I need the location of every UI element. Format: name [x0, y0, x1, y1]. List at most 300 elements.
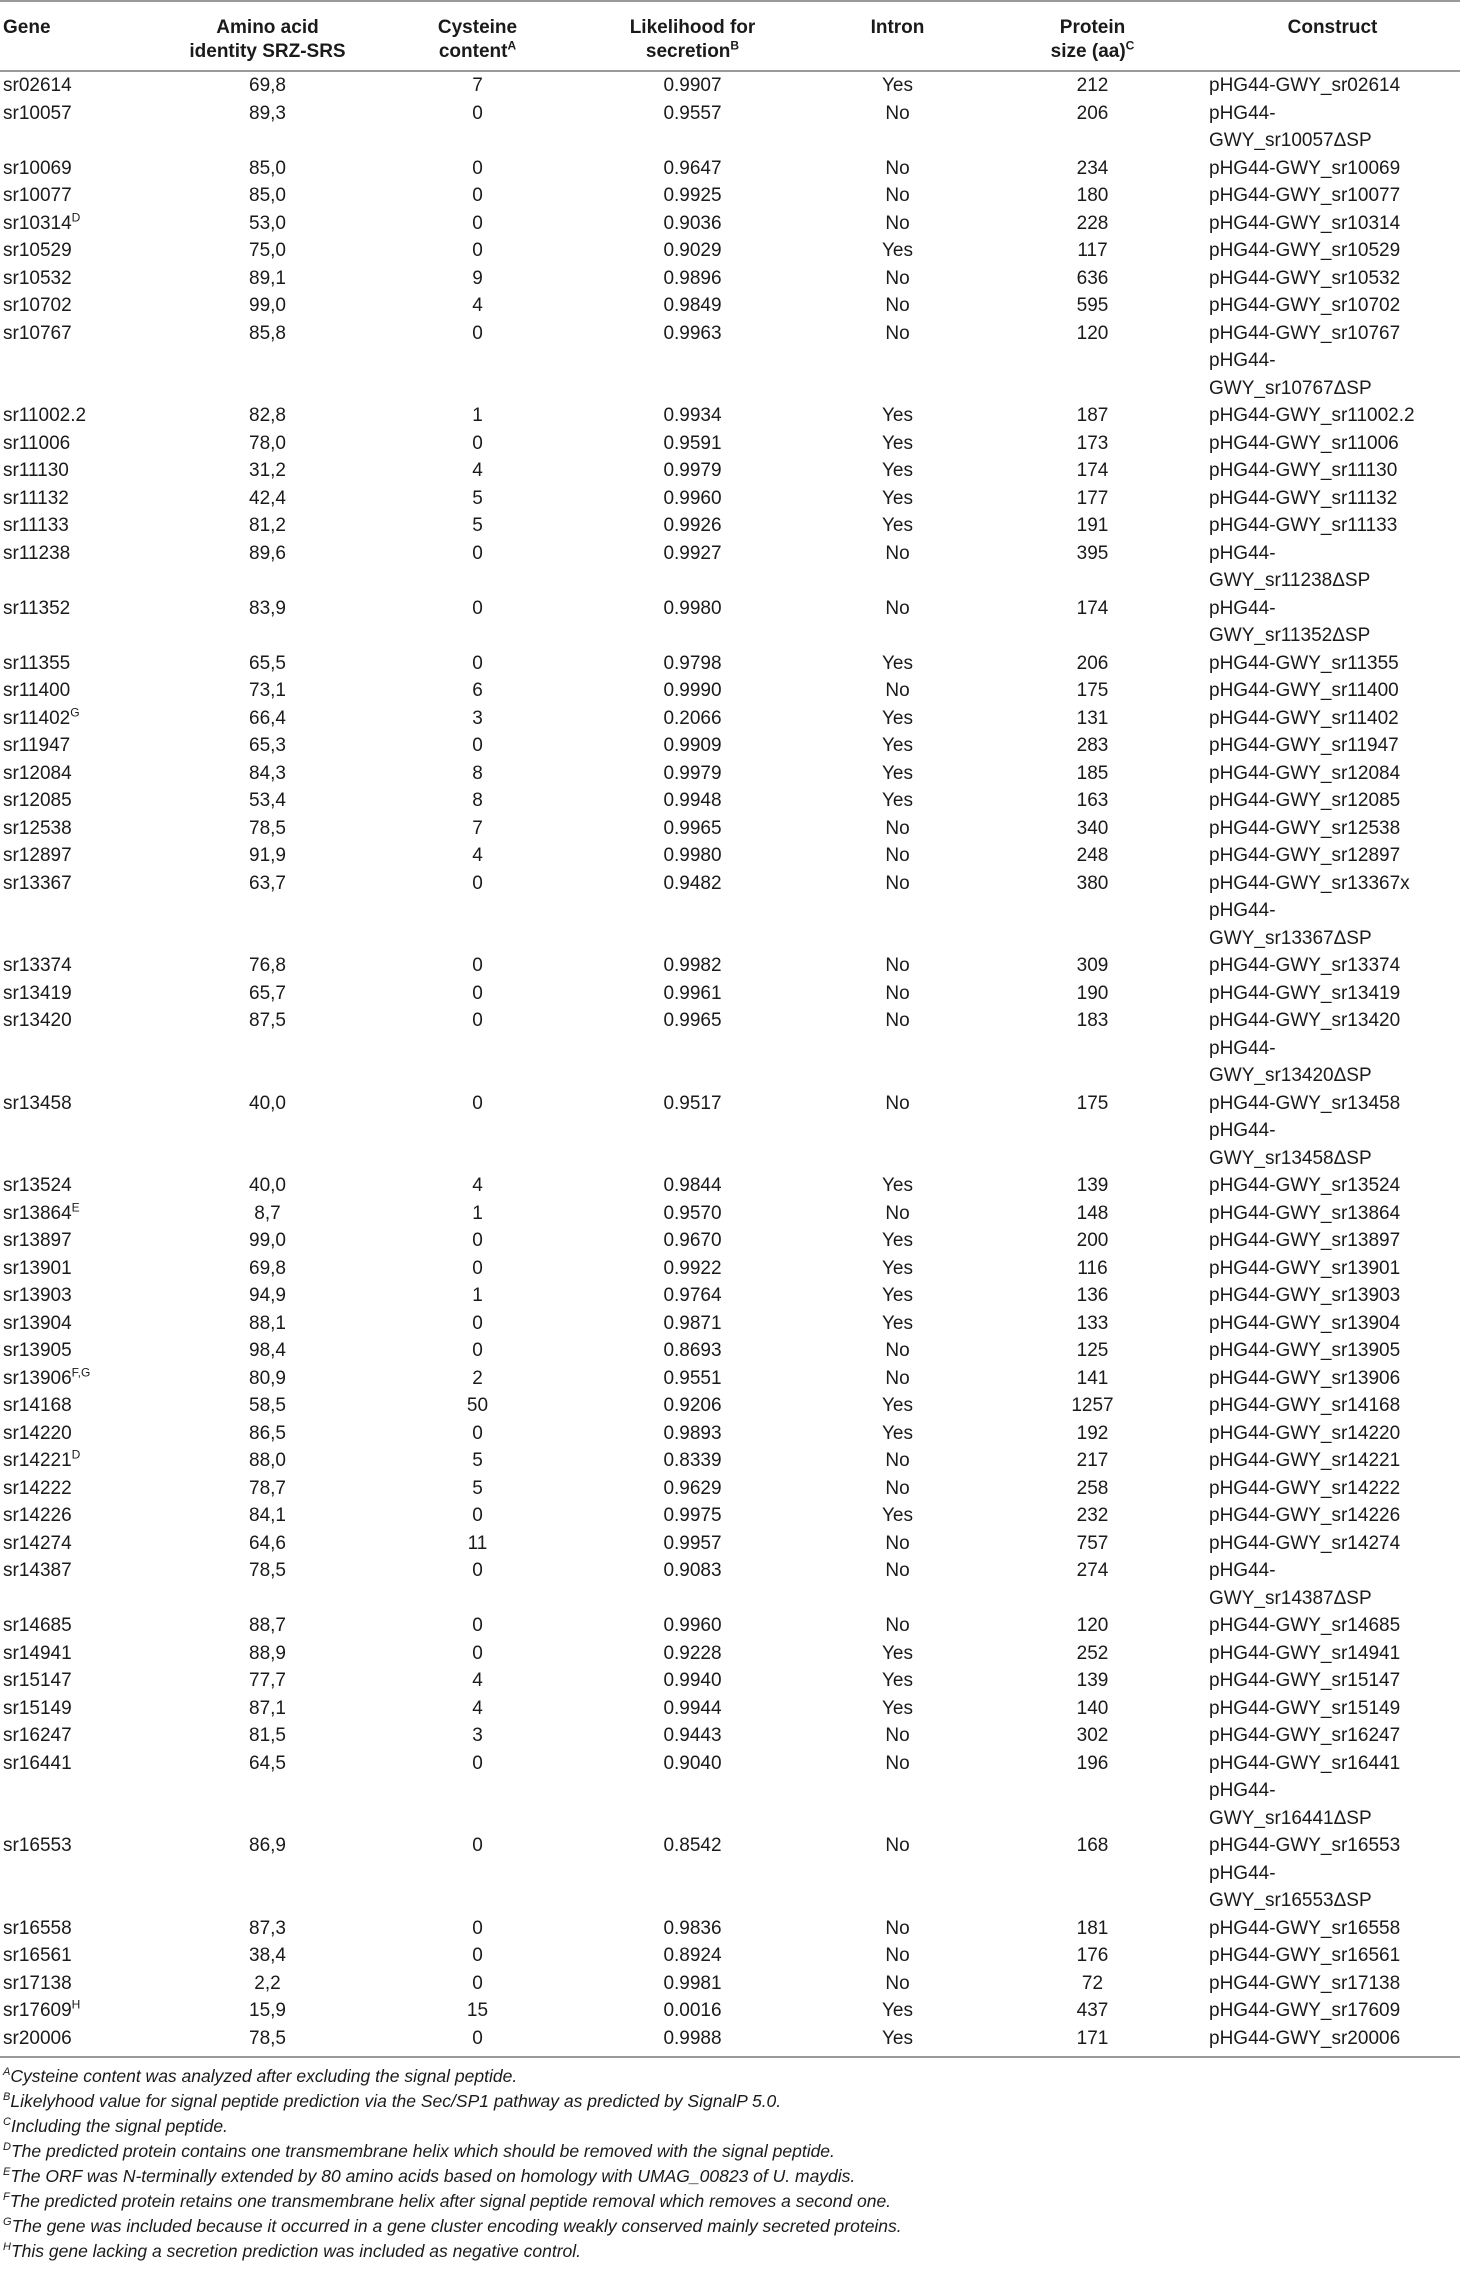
construct-line: pHG44-GWY_sr16553	[1209, 1835, 1401, 1856]
intron-cell: No	[885, 1532, 910, 1554]
size-cell: 258	[1076, 1477, 1109, 1499]
gene-cell	[0, 1530, 150, 1558]
construct-line: pHG44-GWY_sr12084	[1209, 762, 1401, 784]
gene-cell	[0, 1007, 150, 1090]
identity-cell: 88,9	[249, 1642, 286, 1664]
secretion-cell: 0.9980	[663, 845, 722, 866]
table-row	[0, 842, 1460, 870]
secretion-cell: 0.9517	[663, 1092, 722, 1114]
gene-name: sr11130	[3, 460, 69, 481]
secretion-cell: 0.9979	[663, 460, 722, 481]
footnote	[0, 2214, 1460, 2239]
intron-cell: No	[885, 295, 910, 316]
size-cell: 185	[1076, 762, 1109, 784]
identity-cell: 88,1	[249, 1312, 286, 1334]
construct-line: pHG44-	[1209, 350, 1276, 371]
size-cell: 228	[1076, 212, 1109, 234]
gene-cell	[0, 71, 150, 100]
secretion-cell: 0.9629	[663, 1477, 722, 1499]
gene-footnote-marker: E	[71, 1200, 80, 1215]
footnote-marker: C	[3, 2116, 11, 2129]
secretion-cell: 0.0016	[663, 2000, 722, 2021]
intron-cell: No	[885, 1725, 910, 1746]
gene-cell	[0, 1997, 150, 2025]
secretion-cell: 0.9957	[663, 1532, 722, 1554]
identity-cell: 73,1	[249, 680, 286, 701]
cysteine-cell: 0	[472, 1917, 483, 1939]
intron-cell: No	[885, 1752, 910, 1774]
construct-line: pHG44-	[1209, 1120, 1276, 1141]
secretion-cell: 0.9975	[663, 1505, 722, 1526]
secretion-cell: 0.9844	[663, 1175, 722, 1196]
construct-cell	[1205, 237, 1460, 265]
header-identity: Amino acid identity SRZ-SRS	[189, 17, 346, 62]
gene-name: sr12084	[3, 762, 72, 784]
secretion-cell: 0.9934	[663, 405, 722, 426]
gene-cell	[0, 1447, 150, 1475]
gene-name: sr11006	[3, 432, 71, 454]
construct-line: pHG44-GWY_sr02614	[1209, 75, 1401, 96]
gene-cell	[0, 430, 150, 458]
construct-cell	[1205, 540, 1460, 595]
table-row	[0, 677, 1460, 705]
table-row	[0, 71, 1460, 100]
construct-line: GWY_sr13420ΔSP	[1209, 1065, 1372, 1086]
header-construct: Construct	[1287, 17, 1378, 38]
construct-cell	[1205, 1392, 1460, 1420]
intron-cell: Yes	[882, 1642, 913, 1664]
construct-cell	[1205, 1695, 1460, 1723]
construct-line: pHG44-GWY_sr14222	[1209, 1477, 1401, 1499]
identity-cell: 42,4	[249, 487, 286, 509]
construct-cell	[1205, 210, 1460, 238]
table-row	[0, 1832, 1460, 1915]
secretion-cell: 0.9896	[663, 267, 722, 289]
identity-cell: 75,0	[249, 240, 286, 261]
gene-name: sr10057	[3, 102, 72, 124]
cysteine-cell: 1	[472, 1202, 483, 1224]
identity-cell: 88,7	[249, 1615, 286, 1636]
intron-cell: Yes	[882, 405, 913, 426]
secretion-cell: 0.9981	[663, 1972, 722, 1994]
cysteine-cell: 0	[472, 1230, 483, 1251]
table-row	[0, 1640, 1460, 1668]
gene-name: sr10077	[3, 185, 72, 206]
size-cell: 120	[1076, 1615, 1109, 1636]
identity-cell: 87,1	[249, 1697, 286, 1719]
construct-cell	[1205, 952, 1460, 980]
header-gene: Gene	[3, 17, 51, 38]
footnote-text: Cysteine content was analyzed after excluding the signal peptide.	[10, 2066, 518, 2086]
table-row	[0, 1420, 1460, 1448]
intron-cell: Yes	[882, 707, 913, 729]
construct-line: pHG44-	[1209, 1780, 1276, 1801]
construct-cell	[1205, 1530, 1460, 1558]
cysteine-cell: 4	[472, 845, 483, 866]
secretion-cell: 0.9963	[663, 322, 722, 344]
cysteine-cell: 0	[472, 1010, 483, 1031]
construct-line: pHG44-GWY_sr13367x	[1209, 872, 1410, 894]
gene-name: sr13906	[3, 1367, 72, 1389]
cysteine-cell: 0	[472, 872, 483, 894]
construct-cell	[1205, 1970, 1460, 1998]
identity-cell: 99,0	[249, 1230, 286, 1251]
cysteine-cell: 0	[472, 1972, 483, 1994]
secretion-cell: 0.9944	[663, 1697, 722, 1719]
gene-name: sr13904	[3, 1312, 72, 1334]
cysteine-cell: 9	[472, 267, 483, 289]
construct-cell	[1205, 1750, 1460, 1833]
cysteine-cell: 2	[472, 1367, 483, 1389]
cysteine-cell: 0	[472, 102, 483, 124]
size-cell: 183	[1076, 1010, 1109, 1031]
gene-name: sr15149	[3, 1697, 72, 1719]
gene-cell	[0, 1392, 150, 1420]
construct-cell	[1205, 1255, 1460, 1283]
identity-cell: 77,7	[249, 1670, 286, 1691]
construct-line: pHG44-GWY_sr16561	[1209, 1945, 1401, 1966]
gene-cell	[0, 155, 150, 183]
gene-cell	[0, 1475, 150, 1503]
intron-cell: Yes	[882, 1697, 913, 1719]
footnote	[0, 2189, 1460, 2214]
gene-cell	[0, 320, 150, 403]
secretion-cell: 0.9927	[663, 542, 722, 564]
construct-cell	[1205, 402, 1460, 430]
intron-cell: No	[885, 157, 910, 179]
cysteine-cell: 50	[466, 1395, 489, 1416]
cysteine-cell: 11	[467, 1532, 488, 1554]
construct-line: pHG44-	[1209, 1037, 1276, 1059]
gene-name: sr12085	[3, 790, 72, 811]
table-row	[0, 2025, 1460, 2058]
gene-footnote-marker: H	[71, 1997, 81, 2012]
header-cysteine: Cysteine content$^A$	[437, 17, 518, 62]
table-row	[0, 732, 1460, 760]
construct-line: pHG44-GWY_sr11132	[1209, 487, 1398, 509]
size-cell: 141	[1076, 1367, 1109, 1389]
table-row	[0, 760, 1460, 788]
cysteine-cell: 0	[472, 955, 483, 976]
construct-line: pHG44-GWY_sr13458	[1209, 1092, 1401, 1114]
cysteine-cell: 0	[472, 1312, 483, 1334]
gene-name: sr11947	[3, 735, 71, 756]
construct-line: pHG44-GWY_sr13374	[1209, 955, 1401, 976]
intron-cell: Yes	[882, 75, 913, 96]
gene-name: sr02614	[3, 75, 72, 96]
secretion-cell: 0.9965	[663, 817, 722, 839]
construct-line: pHG44-GWY_sr13901	[1209, 1257, 1401, 1279]
gene-name: sr13458	[3, 1092, 72, 1114]
footnotes	[0, 2058, 1460, 2264]
cysteine-cell: 4	[472, 460, 483, 481]
identity-cell: 85,0	[249, 185, 286, 206]
gene-cell	[0, 650, 150, 678]
size-cell: 274	[1076, 1560, 1109, 1581]
secretion-cell: 0.9961	[663, 982, 722, 1004]
gene-cell	[0, 1227, 150, 1255]
identity-cell: 86,9	[249, 1835, 286, 1856]
size-cell: 636	[1076, 267, 1109, 289]
identity-cell: 89,3	[249, 102, 286, 124]
intron-cell: Yes	[882, 1230, 913, 1251]
table-row	[0, 1612, 1460, 1640]
construct-line: pHG44-GWY_sr11006	[1209, 432, 1399, 454]
footnote	[0, 2239, 1460, 2264]
cysteine-cell: 0	[472, 1945, 483, 1966]
size-cell: 309	[1076, 955, 1109, 976]
size-cell: 190	[1076, 982, 1109, 1004]
gene-name: sr14221	[3, 1450, 72, 1471]
table-row	[0, 980, 1460, 1008]
construct-line: GWY_sr10057ΔSP	[1209, 130, 1372, 151]
identity-cell: 31,2	[249, 460, 286, 481]
cysteine-cell: 0	[472, 1422, 483, 1444]
intron-cell: No	[885, 542, 910, 564]
intron-cell: Yes	[882, 1422, 913, 1444]
size-cell: 117	[1077, 240, 1108, 261]
construct-line: pHG44-GWY_sr10529	[1209, 240, 1401, 261]
construct-line: pHG44-GWY_sr11002.2	[1209, 405, 1415, 426]
gene-cell	[0, 1172, 150, 1200]
size-cell: 139	[1076, 1175, 1109, 1196]
identity-cell: 91,9	[249, 845, 286, 866]
construct-line: pHG44-GWY_sr16558	[1209, 1917, 1401, 1939]
identity-cell: 87,3	[249, 1917, 286, 1939]
size-cell: 191	[1076, 515, 1109, 536]
gene-cell	[0, 292, 150, 320]
cysteine-cell: 0	[472, 597, 483, 619]
gene-cell	[0, 237, 150, 265]
construct-cell	[1205, 1915, 1460, 1943]
intron-cell: No	[885, 1367, 910, 1389]
gene-cell	[0, 1200, 150, 1228]
table-row	[0, 1007, 1460, 1090]
cysteine-cell: 0	[472, 652, 483, 674]
size-cell: 206	[1076, 652, 1109, 674]
construct-cell	[1205, 1200, 1460, 1228]
identity-cell: 84,3	[249, 762, 286, 784]
cysteine-cell: 0	[472, 185, 483, 206]
intron-cell: No	[885, 1835, 910, 1856]
intron-cell: Yes	[882, 1670, 913, 1691]
construct-line: pHG44-GWY_sr14226	[1209, 1505, 1401, 1526]
gene-cell	[0, 980, 150, 1008]
cysteine-cell: 0	[472, 1642, 483, 1664]
construct-line: GWY_sr14387ΔSP	[1209, 1587, 1372, 1609]
size-cell: 177	[1076, 487, 1109, 509]
gene-name: sr11352	[3, 597, 71, 619]
intron-cell: Yes	[882, 652, 913, 674]
intron-cell: No	[885, 955, 910, 976]
size-cell: 175	[1076, 680, 1109, 701]
table-row	[0, 1447, 1460, 1475]
footnote-text: The gene was included because it occurred in a gene cluster encoding weakly conserved mainly secreted proteins.	[11, 2216, 902, 2236]
intron-cell: No	[885, 1477, 910, 1499]
construct-line: pHG44-GWY_sr13906	[1209, 1367, 1401, 1389]
header-row	[0, 1, 1460, 71]
footnote	[0, 2114, 1460, 2139]
gene-cell	[0, 815, 150, 843]
size-cell: 252	[1076, 1642, 1109, 1664]
identity-cell: 86,5	[249, 1422, 286, 1444]
cysteine-cell: 0	[472, 2027, 483, 2049]
construct-cell	[1205, 512, 1460, 540]
identity-cell: 40,0	[249, 1175, 286, 1196]
footnote-text: The predicted protein contains one transmembrane helix which should be removed with the signal peptide.	[10, 2141, 835, 2161]
identity-cell: 69,8	[249, 1257, 286, 1279]
table-row	[0, 485, 1460, 513]
gene-cell	[0, 1557, 150, 1612]
construct-line: pHG44-GWY_sr20006	[1209, 2027, 1401, 2049]
construct-cell	[1205, 1557, 1460, 1612]
footnote-text: The predicted protein retains one transmembrane helix after signal peptide removal which removes a second one.	[9, 2191, 892, 2211]
secretion-cell: 0.9871	[663, 1312, 722, 1334]
identity-cell: 40,0	[249, 1092, 286, 1114]
gene-name: sr14226	[3, 1505, 72, 1526]
table-row	[0, 320, 1460, 403]
construct-line: pHG44-GWY_sr11355	[1209, 652, 1399, 674]
table-row	[0, 1942, 1460, 1970]
table-row	[0, 430, 1460, 458]
construct-line: pHG44-GWY_sr12538	[1209, 817, 1401, 839]
header-size: Protein size (aa)$^C$	[1050, 17, 1135, 62]
intron-cell: No	[885, 845, 910, 866]
secretion-cell: 0.9647	[663, 157, 722, 179]
construct-line: pHG44-	[1209, 1560, 1276, 1581]
gene-name: sr11238	[3, 542, 71, 564]
size-cell: 248	[1076, 845, 1109, 866]
table-row	[0, 1970, 1460, 1998]
gene-footnote-marker: F,G	[71, 1365, 91, 1380]
intron-cell: Yes	[882, 1175, 913, 1196]
gene-name: sr20006	[3, 2027, 72, 2049]
table-row	[0, 292, 1460, 320]
footnote-text: This gene lacking a secretion prediction was included as negative control.	[10, 2241, 582, 2261]
size-cell: 173	[1076, 432, 1109, 454]
table-row	[0, 1090, 1460, 1173]
size-cell: 302	[1076, 1725, 1109, 1746]
secretion-cell: 0.8542	[663, 1835, 722, 1856]
secretion-cell: 0.9798	[663, 652, 722, 674]
intron-cell: Yes	[882, 240, 913, 261]
gene-name: sr11355	[3, 652, 71, 674]
construct-cell	[1205, 457, 1460, 485]
secretion-cell: 0.9040	[663, 1752, 722, 1774]
cysteine-cell: 3	[472, 1725, 483, 1746]
footnote-marker: B	[3, 2091, 11, 2104]
table-row	[0, 650, 1460, 678]
size-cell: 125	[1076, 1340, 1109, 1361]
gene-cell	[0, 1310, 150, 1338]
gene-name: sr11132	[3, 487, 69, 509]
size-cell: 380	[1076, 872, 1109, 894]
secretion-cell: 0.9482	[663, 872, 722, 894]
construct-line: pHG44-GWY_sr10767	[1209, 322, 1401, 344]
header-secretion: Likelihood for secretion$^B$	[629, 17, 756, 62]
construct-cell	[1205, 320, 1460, 403]
secretion-cell: 0.9551	[663, 1367, 722, 1389]
cysteine-cell: 5	[472, 487, 483, 509]
secretion-cell: 0.9849	[663, 295, 722, 316]
construct-line: GWY_sr11238ΔSP	[1209, 570, 1371, 591]
construct-line: pHG44-GWY_sr15149	[1209, 1697, 1401, 1719]
identity-cell: 85,8	[249, 322, 286, 344]
intron-cell: No	[885, 1917, 910, 1939]
table-row	[0, 155, 1460, 183]
construct-line: pHG44-GWY_sr14685	[1209, 1615, 1401, 1636]
secretion-cell: 0.9591	[663, 432, 722, 454]
size-cell: 148	[1076, 1202, 1109, 1224]
identity-cell: 78,0	[249, 432, 286, 454]
gene-name: sr14941	[3, 1642, 72, 1664]
secretion-cell: 0.9980	[663, 597, 722, 619]
secretion-cell: 0.9982	[663, 955, 722, 976]
cysteine-cell: 4	[472, 295, 483, 316]
table-row	[0, 1695, 1460, 1723]
identity-cell: 78,5	[249, 2027, 286, 2049]
construct-cell	[1205, 1310, 1460, 1338]
gene-cell	[0, 210, 150, 238]
construct-cell	[1205, 1832, 1460, 1915]
footnote-marker: H	[3, 2241, 11, 2254]
footnote	[0, 2064, 1460, 2089]
identity-cell: 82,8	[249, 405, 286, 426]
table-row	[0, 1282, 1460, 1310]
cysteine-cell: 0	[472, 240, 483, 261]
gene-footnote-marker: D	[71, 210, 81, 225]
intron-cell: No	[885, 1010, 910, 1031]
identity-cell: 81,2	[249, 515, 286, 536]
cysteine-cell: 0	[472, 735, 483, 756]
gene-name: sr14220	[3, 1422, 72, 1444]
size-cell: 1257	[1071, 1395, 1114, 1416]
gene-cell	[0, 1255, 150, 1283]
gene-cell	[0, 540, 150, 595]
footnote	[0, 2089, 1460, 2114]
construct-cell	[1205, 71, 1460, 100]
intron-cell: No	[885, 185, 910, 206]
construct-cell	[1205, 760, 1460, 788]
construct-line: pHG44-GWY_sr14274	[1209, 1532, 1401, 1554]
construct-line: pHG44-GWY_sr13905	[1209, 1340, 1401, 1361]
construct-cell	[1205, 1337, 1460, 1365]
construct-cell	[1205, 265, 1460, 293]
identity-cell: 69,8	[249, 75, 286, 96]
construct-cell	[1205, 595, 1460, 650]
construct-line: pHG44-GWY_sr17138	[1209, 1972, 1401, 1994]
size-cell: 120	[1076, 322, 1109, 344]
construct-line: pHG44-GWY_sr14168	[1209, 1395, 1401, 1416]
cysteine-cell: 0	[472, 1560, 483, 1581]
size-cell: 171	[1076, 2027, 1109, 2049]
construct-cell	[1205, 100, 1460, 155]
size-cell: 437	[1076, 2000, 1109, 2021]
secretion-cell: 0.9670	[663, 1230, 722, 1251]
cysteine-cell: 8	[472, 762, 483, 784]
construct-line: pHG44-GWY_sr14221	[1209, 1450, 1401, 1471]
intron-cell: No	[885, 1972, 910, 1994]
intron-cell: No	[885, 1092, 910, 1114]
table-row	[0, 952, 1460, 980]
gene-cell	[0, 1282, 150, 1310]
construct-line: pHG44-GWY_sr11130	[1209, 460, 1398, 481]
size-cell: 168	[1076, 1835, 1109, 1856]
construct-line: pHG44-GWY_sr13897	[1209, 1230, 1401, 1251]
table-row	[0, 402, 1460, 430]
intron-cell: No	[885, 1340, 910, 1361]
gene-name: sr12538	[3, 817, 72, 839]
